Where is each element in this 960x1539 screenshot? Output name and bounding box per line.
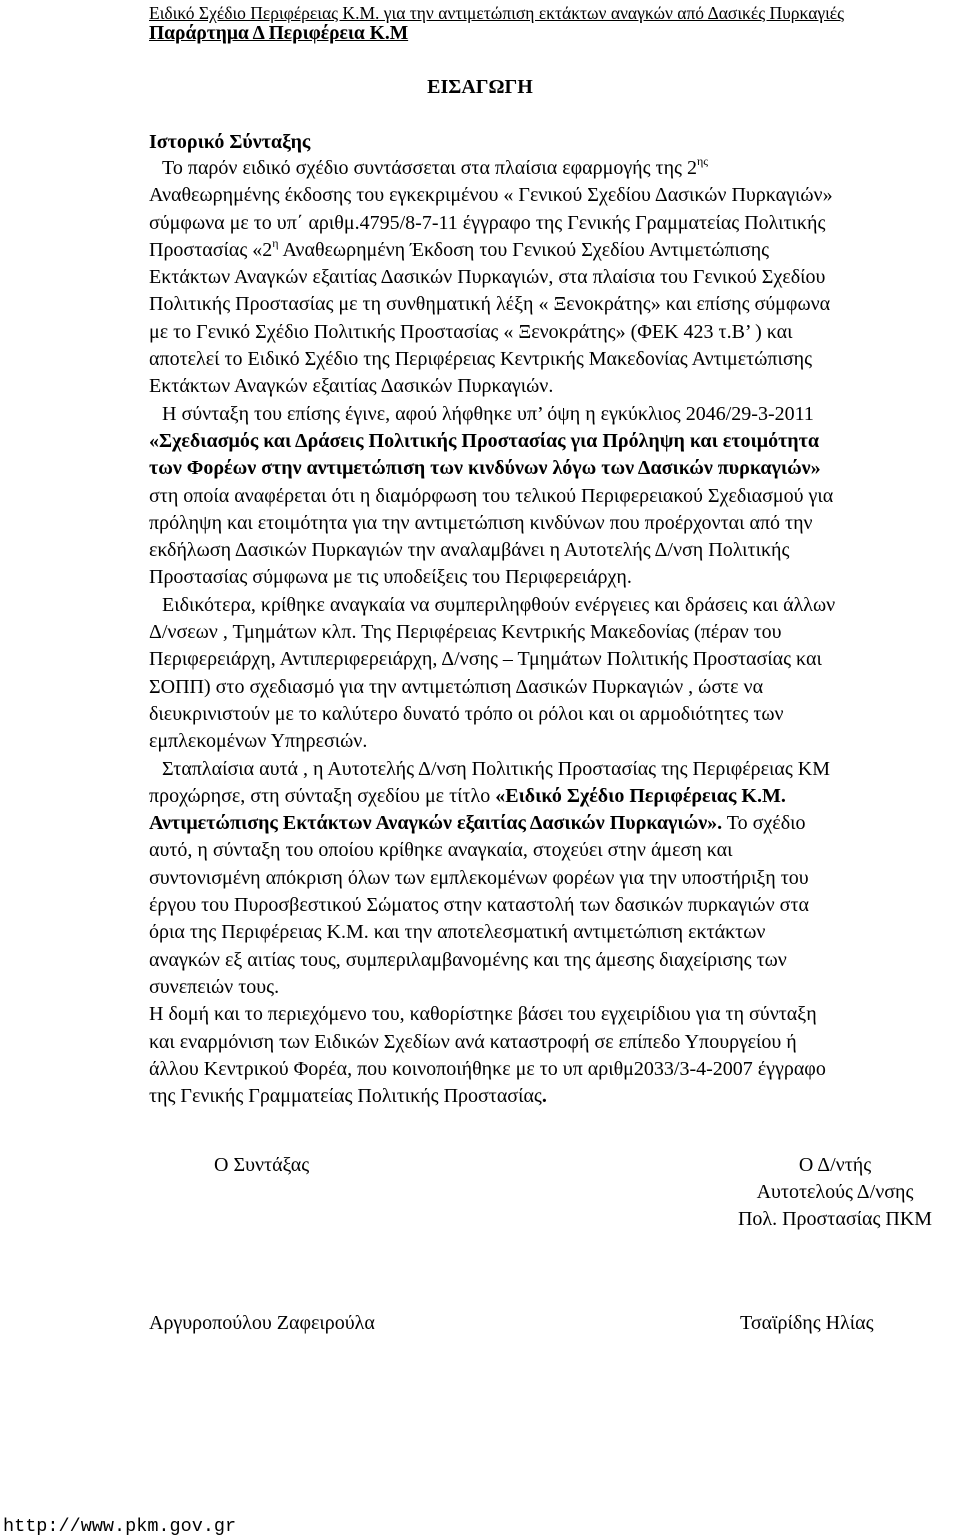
body-line: αποτελεί το Ειδικό Σχέδιο της Περιφέρειας Κεντρικής Μακεδονίας Αντιμετώπισης — [149, 348, 813, 371]
body-line: Αναθεωρημένης έκδοσης του εγκεκριμένου « Γενικού Σχεδίου Δασικών Πυρκαγιών» — [149, 184, 833, 207]
body-line: έργου του Πυροσβεστικού Σώματος στην καταστολή των δασικών πυρκαγιών στα — [149, 894, 809, 917]
signature-role-right — [730, 1152, 940, 1233]
signature-role-right-line: Πολ. Προστασίας ΠΚΜ — [737, 1208, 933, 1230]
body-line: της Γενικής Γραμματείας Πολιτικής Προστασίας. — [149, 1085, 547, 1108]
body-line: Ειδικότερα, κρίθηκε αναγκαία να συμπεριληφθούν ενέργειες και δράσεις και άλλων — [162, 593, 836, 616]
body-line: αυτό, η σύνταξη του οποίου κρίθηκε αναγκαία, στοχεύει στην άμεση και — [149, 839, 733, 862]
signature-role-right-line: Ο Δ/ντής — [798, 1154, 872, 1176]
body-line: εκδήλωση Δασικών Πυρκαγιών την αναλαμβάνει η Αυτοτελής Δ/νση Πολιτικής — [149, 539, 790, 562]
body-line: συντονισμένη απόκριση όλων των εμπλεκομένων φορέων για την υποστήριξη του — [149, 866, 809, 889]
body-line: άλλου Κεντρικού Φορέα, που κοινοποιήθηκε με το υπ αριθμ2033/3-4-2007 έγγραφο — [149, 1057, 826, 1080]
body-line: Πολιτικής Προστασίας με τη συνθηματική λέξη « Ξενοκράτης» και επίσης σύμφωνα — [149, 293, 831, 316]
body-line: των Φορέων στην αντιμετώπιση των κινδύνων λόγω των Δασικών πυρκαγιών» — [149, 457, 821, 480]
body-line: σύμφωνα με το υπ΄ αριθμ.4795/8-7-11 έγγραφο της Γενικής Γραμματείας Πολιτικής — [149, 211, 826, 234]
body-line: Περιφερειάρχη, Αντιπεριφερειάρχη, Δ/νσης – Τμημάτων Πολιτικής Προστασίας και — [149, 648, 822, 671]
running-header-title: Ειδικό Σχέδιο Περιφέρειας Κ.Μ. για την αντιμετώπιση εκτάκτων αναγκών από Δασικές Πυρκαγιές — [149, 3, 845, 23]
body-line: με το Γενικό Σχέδιο Πολιτικής Προστασίας « Ξενοκράτης» (ΦΕΚ 423 τ.Β’ ) και — [149, 320, 793, 343]
signatory-name-left: Αργυροπούλου Ζαφειρούλα — [149, 1312, 375, 1334]
signature-role-left: Ο Συντάξας — [214, 1154, 310, 1176]
body-line: Αντιμετώπισης Εκτάκτων Αναγκών εξαιτίας Δασικών Πυρκαγιών». Το σχέδιο — [149, 812, 806, 835]
body-line: Η δομή και το περιεχόμενο του, καθορίστηκε βάσει του εγχειρίδιου για τη σύνταξη — [149, 1003, 817, 1026]
body-line: Εκτάκτων Αναγκών εξαιτίας Δασικών Πυρκαγιών. — [149, 375, 554, 398]
body-line: αναγκών εξ αιτίας τους, συμπεριλαμβανομένης και της άμεσης διαχείρισης των — [149, 948, 787, 971]
body-line: Η σύνταξη του επίσης έγινε, αφού λήφθηκε υπ’ όψη η εγκύκλιος 2046/29-3-2011 — [162, 402, 814, 425]
body-line: διευκρινιστούν με το καλύτερο δυνατό τρόπο οι ρόλοι και οι αρμοδιότητες των — [149, 702, 784, 725]
signatory-name-right: Τσαϊρίδης Ηλίας — [740, 1312, 874, 1334]
body-line: πρόληψη και ετοιμότητα για την αντιμετώπιση κινδύνων που προέρχονται από την — [149, 511, 813, 534]
body-line: Δ/νσεων , Τμημάτων κλπ. Της Περιφέρειας Κεντρικής Μακεδονίας (πέραν του — [149, 621, 782, 644]
body-line: στη οποία αναφέρεται ότι η διαμόρφωση του τελικού Περιφερειακού Σχεδιασμού για — [149, 484, 834, 507]
body-line: Προστασίας σύμφωνα με τις υποδείξεις του Περιφερειάρχη. — [149, 566, 632, 589]
document-body — [149, 155, 949, 1110]
signature-role-right-line: Αυτοτελούς Δ/νσης — [756, 1181, 914, 1203]
body-line: και εναρμόνιση των Ειδικών Σχεδίων ανά καταστροφή σε επίπεδο Υπουργείου ή — [149, 1030, 797, 1053]
footer-url: http://www.pkm.gov.gr — [3, 1516, 237, 1537]
section-heading: Ιστορικό Σύνταξης — [149, 131, 311, 153]
body-line: ΣΟΠΠ) στο σχεδιασμό για την αντιμετώπιση Δασικών Πυρκαγιών , ώστε να — [149, 675, 764, 698]
body-line: Σταπλαίσια αυτά , η Αυτοτελής Δ/νση Πολιτικής Προστασίας της Περιφέρειας ΚΜ — [162, 757, 831, 780]
body-line: συνεπειών τους. — [149, 975, 280, 998]
body-line: προχώρησε, στη σύνταξη σχεδίου με τίτλο «Ειδικό Σχέδιο Περιφέρειας Κ.Μ. — [149, 784, 786, 807]
body-line: όρια της Περιφέρειας Κ.Μ. και την αποτελεσματική αντιμετώπιση εκτάκτων — [149, 921, 766, 944]
page-title: ΕΙΣΑΓΩΓΗ — [427, 76, 533, 98]
body-line: «Σχεδιασμός και Δράσεις Πολιτικής Προστασίας για Πρόληψη και ετοιμότητα — [149, 429, 820, 452]
body-line: Το παρόν ειδικό σχέδιο συντάσσεται στα πλαίσια εφαρμογής της $2^{\eta\varsigma}$ — [162, 154, 709, 179]
running-header-annex: Παράρτημα Δ Περιφέρεια Κ.Μ — [149, 23, 409, 44]
body-line: Προστασίας «$2^\eta$ Αναθεωρημένη Έκδοση του Γενικού Σχεδίου Αντιμετώπισης — [149, 235, 770, 261]
body-line: Εκτάκτων Αναγκών εξαιτίας Δασικών Πυρκαγιών, στα πλαίσια του Γενικού Σχεδίου — [149, 266, 826, 289]
body-line: εμπλεκομένων Υπηρεσιών. — [149, 730, 368, 753]
